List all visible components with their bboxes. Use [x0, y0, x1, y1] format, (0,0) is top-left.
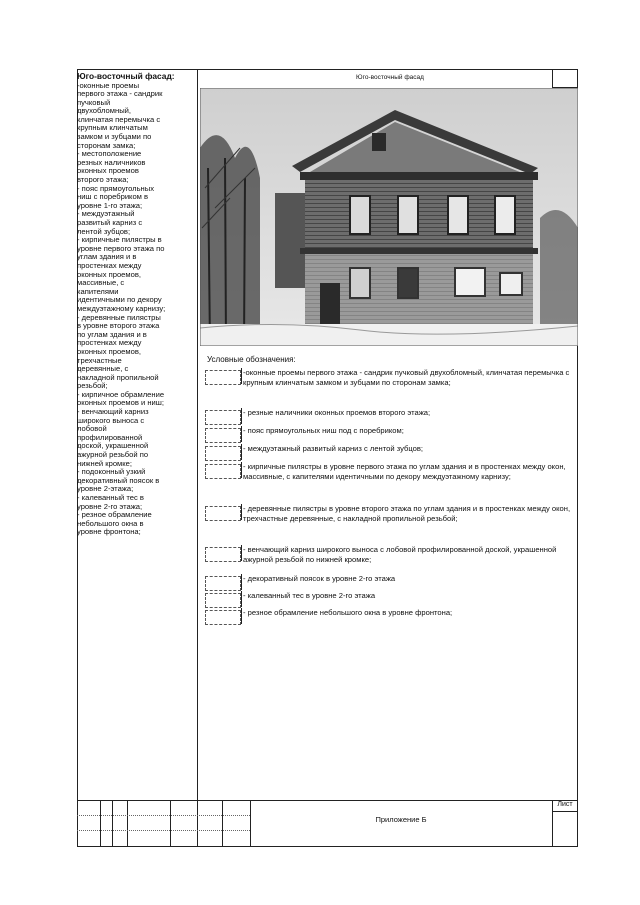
legend-swatch — [205, 593, 241, 608]
legend-text: - резные наличники оконных проемов второго этажа; — [243, 408, 431, 417]
legend-swatch — [205, 370, 241, 385]
frame-top-border — [77, 69, 577, 70]
left-item: - кирпичные пилястры в уровне первого этажа по углам здания и в простенках между оконных проемов, массивные, с капителями идентичными по декору междуэтажному карнизу; — [77, 235, 166, 313]
stamp-col — [100, 800, 101, 846]
left-item: - подоконный узкий декоративный поясок в уровне 2-этажа; — [77, 467, 160, 494]
title-block-center-text: Приложение Б — [375, 815, 427, 824]
legend-text: - венчающий карниз широкого выноса с лобовой профилированной доской, украшенной ажурной резьбой по нижней кромке; — [243, 545, 557, 565]
stamp-col — [170, 800, 171, 846]
stamp-col — [112, 800, 113, 846]
title-block-top-line — [77, 800, 577, 801]
photo-caption: Юго-восточный фасад — [356, 74, 424, 81]
left-item: - деревянные пилястры в уровне второго этажа по углам здания и в простенках между оконных проемов, трехчастные деревянные, с накладной пропильной резьбой; — [77, 312, 161, 391]
legend-swatch — [205, 506, 241, 521]
left-item: -оконные проемы первого этажа - сандрик пучковый двухобломный, клинчатая перемычка с крупным клинчатым замком и зубцами по сторонам замка; — [77, 80, 163, 150]
left-column — [77, 72, 195, 537]
legend-swatch — [205, 576, 241, 591]
legend-swatch — [205, 410, 241, 425]
stamp-col — [127, 800, 128, 846]
facade-photo — [200, 88, 578, 346]
legend-text: - пояс прямоугольных ниш под с поребриком; — [243, 426, 404, 435]
stamp-col — [222, 800, 223, 846]
legend-text: - деревянные пилястры в уровне второго этажа по углам здания и в простенках между окон, трехчастные деревянные, с накладной пропильной резьбой; — [243, 504, 571, 524]
column-divider — [197, 69, 198, 847]
left-item: - калеванный тес в уровне 2-го этажа; — [77, 493, 144, 511]
legend-swatch — [205, 547, 241, 562]
left-item: - резное обрамление небольшого окна в уровне фронтона; — [77, 510, 152, 537]
title-block-bottom-line — [77, 846, 577, 847]
legend-text: - калеванный тес в уровне 2-го этажа — [243, 591, 376, 600]
stamp-row — [77, 830, 250, 831]
legend-text: -оконные проемы первого этажа - сандрик пучковый двухобломный, клинчатая перемычка с крупным клинчатым замком и зубцами по сторонам замка; — [243, 368, 570, 388]
legend-text: - резное обрамление небольшого окна в уровне фронтона; — [243, 608, 453, 617]
left-item: - междуэтажный развитый карниз с лентой зубцов; — [77, 209, 143, 236]
legend-title: Условные обозначения: — [207, 355, 296, 364]
stamp-row — [77, 815, 250, 816]
left-column-title: Юго-восточный фасад: — [77, 71, 175, 81]
title-block-sheet-sep — [552, 811, 577, 812]
legend-swatch — [205, 446, 241, 461]
legend-swatch — [205, 428, 241, 443]
legend-text: - декоративный поясок в уровне 2-го этажа — [243, 574, 396, 583]
left-item: - местоположение резных наличников оконных проемов второго этажа; — [77, 149, 146, 185]
left-item: - пояс прямоугольных ниш с поребриком в уровне 1-го этажа; — [77, 183, 155, 210]
left-item: - венчающий карниз широкого выноса с лобовой профилированной доской, украшенной ажурной резьбой по нижней кромке; — [77, 407, 149, 468]
legend-swatch — [205, 610, 241, 625]
legend-text: - междуэтажный развитый карниз с лентой зубцов; — [243, 444, 423, 453]
title-block-sheet-label: Лист — [557, 801, 573, 808]
legend-swatch — [205, 464, 241, 479]
legend-text: - кирпичные пилястры в уровне первого этажа по углам здания и в простенках между окон, массивные, с капителями идентичными по декору междуэтажному карнизу; — [243, 462, 566, 482]
left-item: - кирпичное обрамление оконных проемов и ниш; — [77, 389, 165, 408]
